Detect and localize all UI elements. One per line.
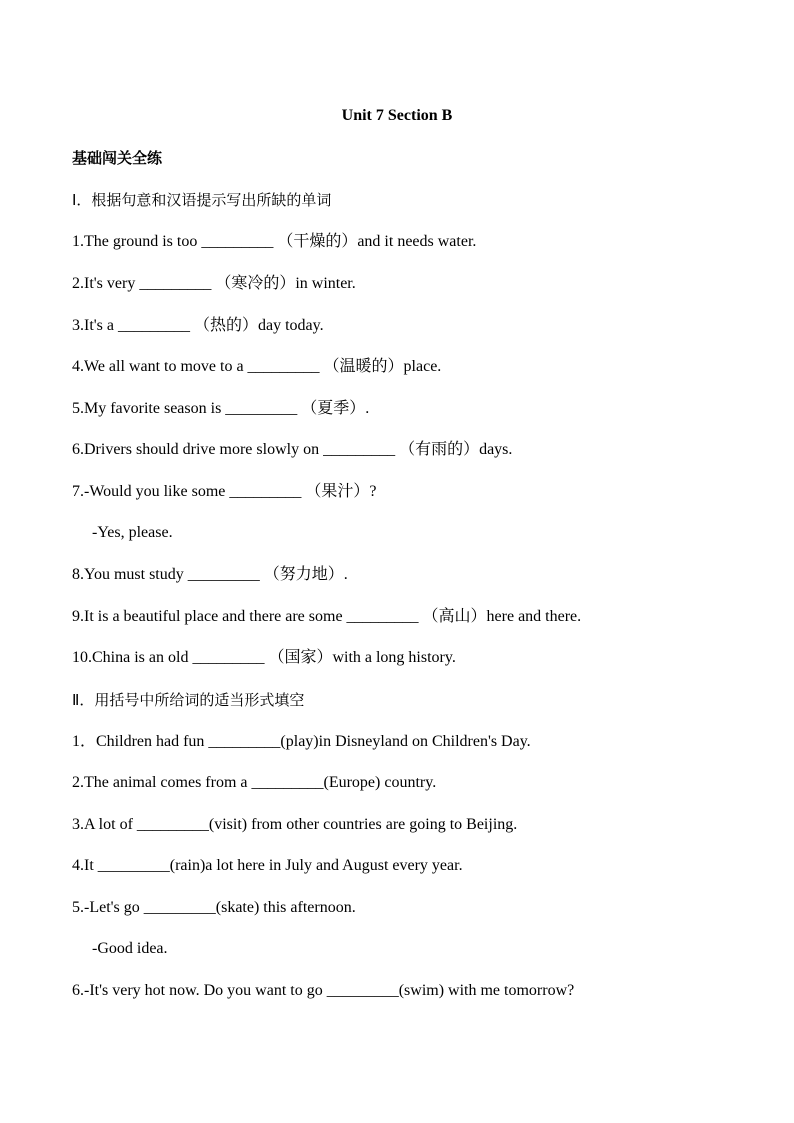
section1-item-7: 7.-Would you like some _________ （果汁）? [72, 483, 377, 500]
section1-item-5: 5.My favorite season is _________ （夏季）. [72, 400, 370, 417]
section1-item-9: 9.It is a beautiful place and there are some _________ （高山）here and there. [72, 608, 582, 625]
section2-item-2: 2.The animal comes from a _________(Europe) country. [72, 774, 437, 791]
section2-item-1: 1．Children had fun _________(play)in Disneyland on Children's Day. [72, 733, 531, 750]
section2-heading: Ⅱ．用括号中所给词的适当形式填空 [72, 691, 305, 709]
page-title: Unit 7 Section B [341, 107, 453, 124]
section1-heading: Ⅰ．根据句意和汉语提示写出所缺的单词 [72, 191, 332, 209]
section1-item-4: 4.We all want to move to a _________ （温暖的）place. [72, 358, 442, 375]
section1-item-10: 10.China is an old _________ （国家）with a long history. [72, 649, 456, 666]
section1-item-6: 6.Drivers should drive more slowly on _________ （有雨的）days. [72, 441, 513, 458]
section2-item-4: 4.It _________(rain)a lot here in July and August every year. [72, 857, 463, 874]
section1-item-1: 1.The ground is too _________ （干燥的）and it needs water. [72, 233, 477, 250]
section2-item-3: 3.A lot of _________(visit) from other countries are going to Beijing. [72, 816, 518, 833]
section1-item-2: 2.It's very _________ （寒冷的）in winter. [72, 275, 356, 292]
section1-item-8: 8.You must study _________ （努力地）. [72, 566, 348, 583]
section2-item-5: 5.-Let's go _________(skate) this afternoon. [72, 899, 356, 916]
section2-item-6: 6.-It's very hot now. Do you want to go _________(swim) with me tomorrow? [72, 982, 575, 999]
section1-item-7-answer: -Yes, please. [92, 524, 173, 541]
subtitle: 基础闯关全练 [72, 149, 163, 167]
section2-item-5-answer: -Good idea. [92, 940, 168, 957]
section1-item-3: 3.It's a _________ （热的）day today. [72, 317, 324, 334]
